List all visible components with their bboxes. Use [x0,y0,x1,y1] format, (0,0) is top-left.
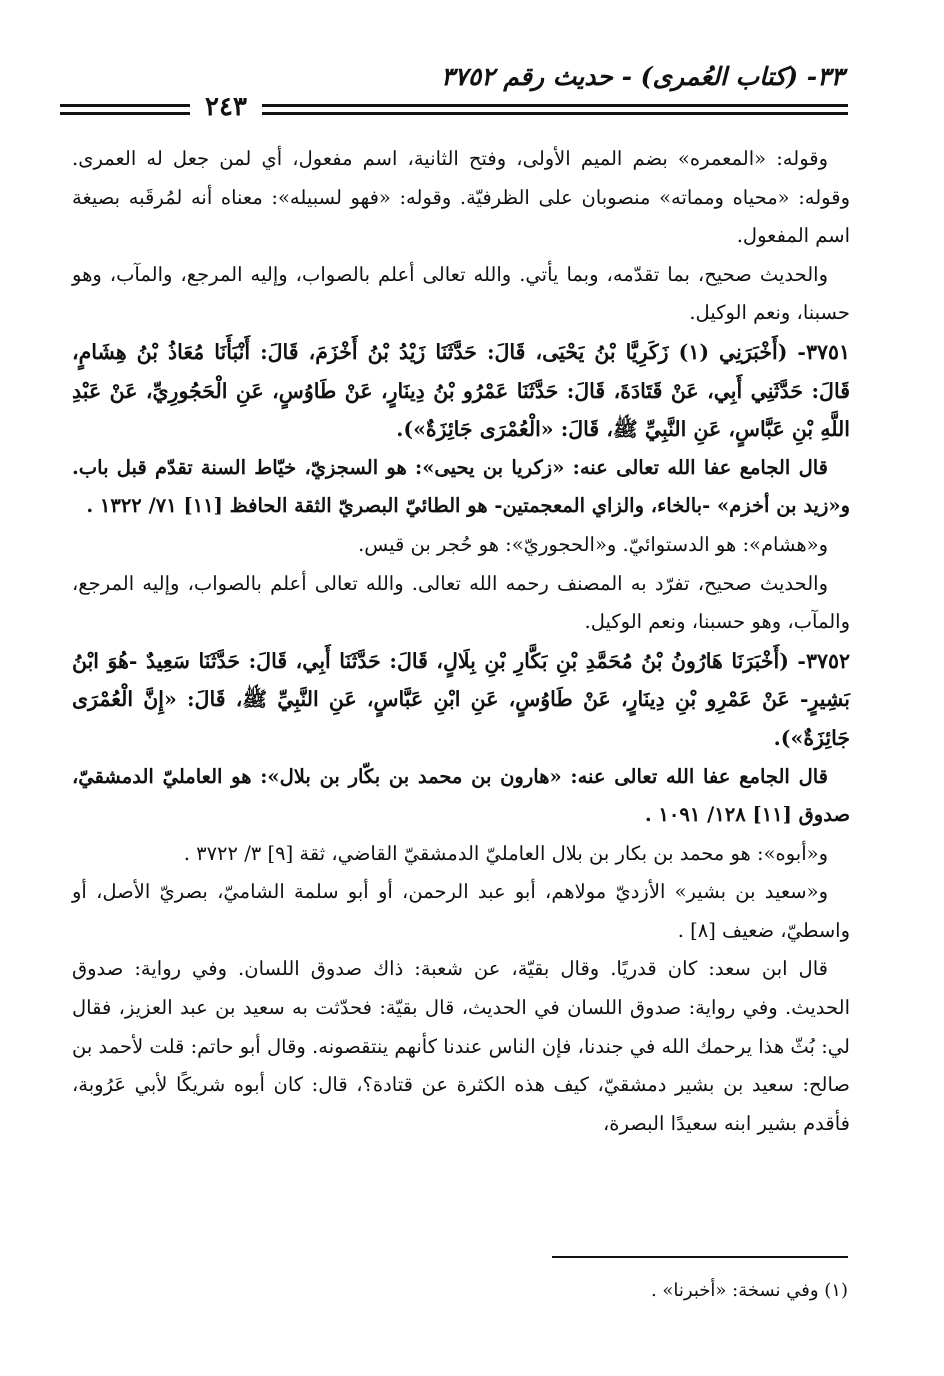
header-rule [262,112,848,115]
hadith-text-3751: ٣٧٥١- (أَخْبَرَنِي (١) زَكَرِيَّا بْنُ يَحْيَى، قَالَ: حَدَّثَنَا زَيْدُ بْنُ أَخْزَمَ، قَالَ: أَنْبَأَنَا مُعَاذُ بْنُ هِشَامٍ، قَالَ: حَدَّثَنِي أَبِي، عَنْ قَتَادَةَ، قَالَ: حَدَّثَنَا عَمْرُو بْنُ دِينَارٍ، عَنْ طَاوُسٍ، عَنِ الْحَجُورِيِّ، عَنْ عَبْدِ اللَّهِ بْنِ عَبَّاسٍ، عَنِ النَّبِيِّ ﷺ، قَالَ: «الْعُمْرَى جَائِزَةٌ»). [72,339,850,442]
commentary-paragraph: و«هشام»: هو الدستوائيّ. و«الحجوريّ»: هو حُجر بن قيس. [358,532,828,556]
page-number: ٢٤٣ [205,92,247,122]
commentary-paragraph: و«أبوه»: هو محمد بن بكار بن بلال العامليّ الدمشقيّ القاضي، ثقة [٩] ٣/ ٣٧٢٢ . [183,841,828,865]
commentary-paragraph: والحديث صحيح، تفرّد به المصنف رحمه الله تعالى. والله تعالى أعلم بالصواب، وإليه المرجع، والمآب، وهو حسبنا، ونعم الوكيل. [72,571,850,634]
footnote: (١) وفي نسخة: «أخبرنا» . [650,1280,848,1301]
commentary-paragraph: قال الجامع عفا الله تعالى عنه: «زكريا بن يحيى»: هو السجزيّ، خيّاط السنة تقدّم قبل باب. و«زيد بن أخزم» -بالخاء، والزاي المعجمتين- هو الطائيّ البصريّ الثقة الحافظ [١١] ٧١/ ١٣٢٢ . [72,455,850,518]
commentary-paragraph: و«سعيد بن بشير» الأزديّ مولاهم، أبو عبد الرحمن، أو أبو سلمة الشاميّ، بصريّ الأصل، أو واسطيّ، ضعيف [٨] . [72,880,850,942]
commentary-paragraph: قال ابن سعد: كان قدريًا. وقال بقيّة، عن شعبة: ذاك صدوق اللسان. وفي رواية: صدوق الحديث. وفي رواية: صدوق اللسان في الحديث، قال بقيّة: فحدّثت به سعيد بن عبد العزيز، فقال لي: بُثّ هذا يرحمك الله في جندنا، فإن الناس عندنا كأنهم ينتقصونه. وقال أبو حاتم: قلت لأحمد بن صالح: سعيد بن بشير دمشقيّ، كيف هذه الكثرة عن قتادة؟، قال: كان أبوه شريكًا لأبي عَرُوبة، فأقدم بشير ابنه سعيدًا البصرة، [72,957,850,1135]
header-rule [60,104,190,107]
footnote-rule [552,1256,848,1258]
header-rule [262,104,848,107]
main-text [72,140,850,1143]
hadith-text-3752: ٣٧٥٢- (أَخْبَرَنَا هَارُونُ بْنُ مُحَمَّدِ بْنِ بَكَّارِ بْنِ بِلَالٍ، قَالَ: حَدَّثَنَا أَبِي، قَالَ: حَدَّثَنَا سَعِيدٌ -هُوَ ابْنُ بَشِيرٍ- عَنْ عَمْرِو بْنِ دِينَارٍ، عَنْ طَاوُسٍ، عَنِ ابْنِ عَبَّاسٍ، عَنِ النَّبِيِّ ﷺ، قَالَ: «إِنَّ الْعُمْرَى جَائِزَةٌ»). [72,648,850,750]
commentary-paragraph: وقوله: «المعمره» بضم الميم الأولى، وفتح الثانية، اسم مفعول، أي لمن جعل له العمرى. وقوله: «محياه ومماته» منصوبان على الظرفيّة. وقوله: «فهو لسبيله»: معناه أنه لمُرقَبه بصيغة اسم المفعول. [72,147,850,248]
header-rule [60,112,190,115]
commentary-paragraph: والحديث صحيح، بما تقدّمه، وبما يأتي. والله تعالى أعلم بالصواب، وإليه المرجع، والمآب، وهو حسبنا، ونعم الوكيل. [72,262,850,325]
running-title: ٣٣- (كتاب العُمرى) - حديث رقم ٣٧٥٢ [441,62,844,91]
commentary-paragraph: قال الجامع عفا الله تعالى عنه: «هارون بن محمد بن بكّار بن بلال»: هو العامليّ الدمشقيّ، صدوق [١١] ١٢٨/ ١٠٩١ . [72,764,850,827]
